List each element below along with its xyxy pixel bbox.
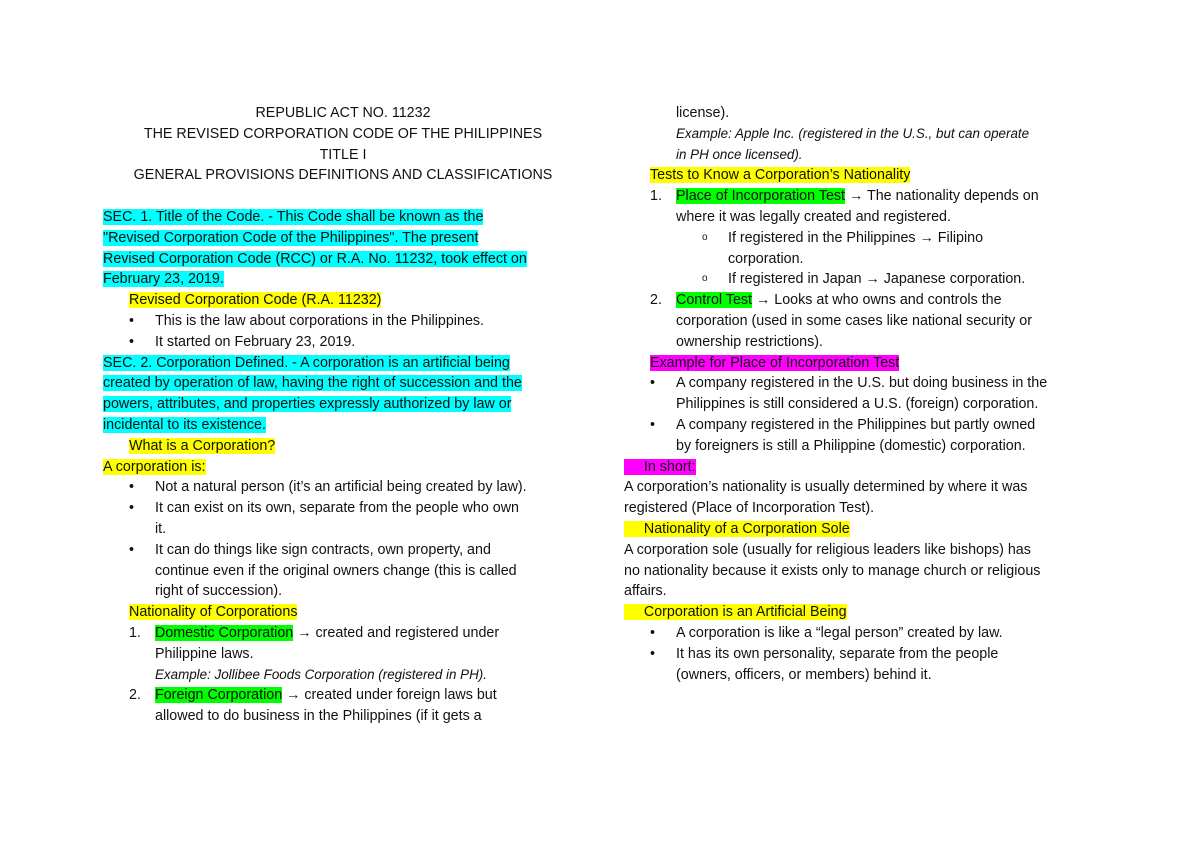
bullet-icon: • — [129, 500, 135, 517]
in-short-line-2: registered (Place of Incorporation Test). — [624, 500, 875, 517]
header-line-1: REPUBLIC ACT NO. 11232 — [255, 105, 431, 121]
list-item — [103, 477, 583, 498]
number-marker: 1. — [129, 624, 141, 641]
rcc-bullet-1: This is the law about corporations in the Philippines. — [155, 312, 485, 329]
sub-bullet-1-line-2: corporation. — [728, 250, 804, 267]
list-item — [103, 540, 583, 602]
sub-bullet-1-line-1: If registered in the Philippines → Filipino — [728, 229, 984, 246]
number-marker: 2. — [129, 687, 141, 704]
foreign-corporation-text: → created under foreign laws but — [282, 687, 497, 704]
domestic-example: Example: Jollibee Foods Corporation (registered in PH). — [155, 666, 487, 682]
sec1-line-2: "Revised Corporation Code of the Philippines". The present — [103, 229, 479, 246]
sub-bullet-icon: o — [702, 231, 708, 243]
list-item — [624, 269, 1104, 290]
list-item — [103, 498, 583, 540]
whatis-bullet-3-line-3: right of succession). — [155, 583, 283, 600]
in-short-line-1: A corporation’s nationality is usually determined by where it was — [624, 479, 1028, 496]
list-item — [624, 623, 1104, 644]
list-item — [624, 373, 1104, 415]
example-pit-bullet-2-line-1: A company registered in the Philippines but partly owned — [676, 416, 1036, 433]
list-item — [103, 685, 583, 727]
bullet-icon: • — [650, 375, 656, 392]
list-item — [103, 311, 583, 332]
in-short-heading — [624, 459, 696, 475]
artificial-heading-text: Corporation is an Artificial Being — [643, 604, 847, 621]
foreign-corporation-text-2: allowed to do business in the Philippines (if it gets a — [155, 708, 482, 725]
bullet-icon: • — [129, 479, 135, 496]
document-header — [103, 103, 583, 186]
bullet-icon: • — [129, 333, 135, 350]
sole-heading-text: Nationality of a Corporation Sole — [643, 520, 850, 537]
list-item — [624, 644, 1104, 686]
artificial-heading — [624, 604, 847, 620]
whatis-bullet-3-line-2: continue even if the original owners change (this is called — [155, 562, 517, 579]
list-item — [624, 290, 1104, 352]
place-of-incorporation-text-2: where it was legally created and registered. — [676, 208, 951, 225]
list-item — [624, 186, 1104, 228]
rcc-bullet-2: It started on February 23, 2019. — [155, 333, 356, 350]
bullet-icon: • — [650, 416, 656, 433]
whatis-bullet-2-line-2: it. — [155, 520, 167, 537]
sec2-paragraph — [103, 353, 583, 436]
list-item — [103, 623, 583, 685]
whatis-bullet-1: Not a natural person (it’s an artificial being created by law). — [155, 479, 527, 496]
control-test-text: → Looks at who owns and controls the — [752, 292, 1002, 309]
sec1-line-1: SEC. 1. Title of the Code. - This Code shall be known as the — [103, 208, 484, 225]
header-line-3: TITLE I — [319, 146, 367, 163]
sole-line-2: no nationality because it exists only to manage church or religious — [624, 562, 1041, 579]
sub-bullet-icon: o — [702, 273, 708, 285]
whatis-intro: A corporation is: — [103, 458, 206, 475]
whatis-heading: What is a Corporation? — [129, 437, 276, 454]
foreign-corporation-text-3: license). — [676, 105, 730, 121]
control-test-text-2: corporation (used in some cases like national security or — [676, 312, 1033, 329]
domestic-corporation-label: Domestic Corporation — [155, 624, 294, 641]
right-column — [624, 103, 1104, 685]
foreign-example-line-1: Example: Apple Inc. (registered in the U.S., but can operate — [676, 125, 1030, 141]
sec1-line-4: February 23, 2019. — [103, 271, 224, 288]
sole-line-3: affairs. — [624, 583, 667, 600]
artificial-bullet-1: A corporation is like a “legal person” created by law. — [676, 624, 1003, 641]
list-item — [624, 415, 1104, 457]
list-item — [103, 332, 583, 353]
bullet-icon: • — [650, 624, 656, 641]
sub-bullet-2: If registered in Japan → Japanese corporation. — [728, 271, 1026, 288]
sec2-line-1: SEC. 2. Corporation Defined. - A corporation is an artificial being — [103, 354, 510, 371]
domestic-corporation-text: → created and registered under — [293, 624, 500, 641]
sec2-line-2: created by operation of law, having the right of succession and the — [103, 375, 522, 392]
sec2-line-3: powers, attributes, and properties expressly authorized by law or — [103, 396, 512, 413]
left-column — [103, 103, 583, 727]
place-of-incorporation-text: → The nationality depends on — [845, 188, 1039, 205]
control-test-text-3: ownership restrictions). — [676, 333, 823, 350]
tests-heading: Tests to Know a Corporation’s Nationality — [650, 167, 911, 184]
artificial-bullet-2-line-1: It has its own personality, separate from the people — [676, 645, 999, 662]
place-of-incorporation-label: Place of Incorporation Test — [676, 188, 846, 205]
bullet-icon: • — [650, 645, 656, 662]
list-item — [624, 228, 1104, 270]
whatis-bullet-3-line-1: It can do things like sign contracts, own property, and — [155, 541, 491, 558]
foreign-corporation-label: Foreign Corporation — [155, 687, 283, 704]
nationality-heading: Nationality of Corporations — [129, 604, 298, 621]
domestic-corporation-text-2: Philippine laws. — [155, 645, 254, 662]
whatis-bullet-2-line-1: It can exist on its own, separate from the people who own — [155, 500, 519, 517]
foreign-example-line-2: in PH once licensed). — [676, 146, 803, 162]
example-pit-bullet-2-line-2: by foreigners is still a Philippine (domestic) corporation. — [676, 437, 1026, 454]
example-pit-bullet-1-line-2: Philippines is still considered a U.S. (foreign) corporation. — [676, 396, 1039, 413]
artificial-bullet-2-line-2: (owners, officers, or members) behind it. — [676, 666, 932, 683]
sec2-line-4: incidental to its existence. — [103, 416, 266, 433]
number-marker: 1. — [650, 188, 662, 205]
header-line-4: GENERAL PROVISIONS DEFINITIONS AND CLASSIFICATIONS — [133, 167, 553, 184]
sec1-paragraph — [103, 207, 583, 290]
example-pit-heading: Example for Place of Incorporation Test — [650, 354, 900, 371]
example-pit-bullet-1-line-1: A company registered in the U.S. but doing business in the — [676, 375, 1048, 392]
number-marker: 2. — [650, 292, 662, 309]
sec1-line-3: Revised Corporation Code (RCC) or R.A. No. 11232, took effect on — [103, 250, 527, 267]
bullet-icon: • — [129, 541, 135, 558]
in-short-text: In short: — [643, 458, 696, 475]
control-test-label: Control Test — [676, 292, 753, 309]
rcc-heading: Revised Corporation Code (R.A. 11232) — [129, 292, 382, 309]
bullet-icon: • — [129, 312, 135, 329]
sole-line-1: A corporation sole (usually for religious leaders like bishops) has — [624, 541, 1031, 558]
sole-heading — [624, 521, 850, 537]
header-line-2: THE REVISED CORPORATION CODE OF THE PHILIPPINES — [143, 125, 543, 142]
